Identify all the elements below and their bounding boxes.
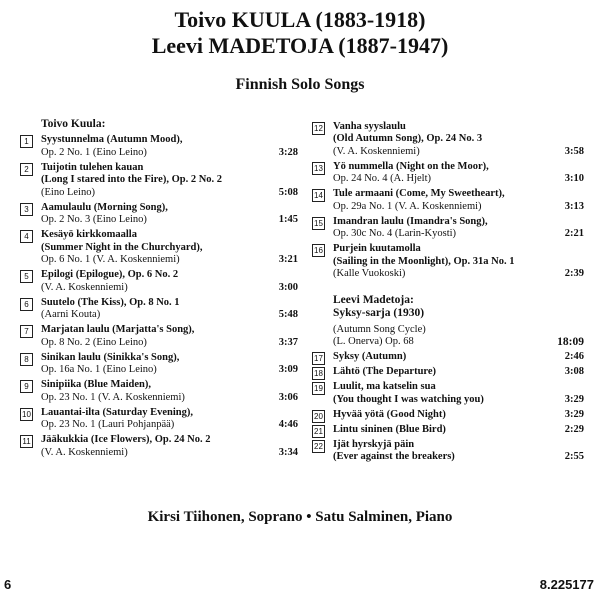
track-duration: 2:21 [564, 228, 584, 239]
track-item [20, 407, 298, 432]
page-number: 6 [4, 577, 12, 592]
track-text-line: Ijät hyrskyjä päin [333, 438, 415, 450]
cycle-duration: 18:09 [557, 336, 584, 348]
track-number: 3 [20, 203, 33, 216]
madetoja-track-list [312, 351, 584, 464]
track-text-line: Kesäyö kirkkomaalla [41, 229, 137, 240]
catalog-number: 8.225177 [539, 577, 594, 592]
track-duration: 2:39 [564, 268, 584, 279]
track-number: 5 [20, 270, 33, 283]
track-text-line: Syystunnelma (Autumn Mood), [41, 134, 183, 145]
track-duration: 1:45 [278, 214, 298, 225]
track-text-line: Marjatan laulu (Marjatta's Song), [41, 324, 195, 335]
track-text-line: Suutelo (The Kiss), Op. 8 No. 1 [41, 296, 180, 308]
track-item [20, 229, 298, 267]
track-text-line: Op. 30c No. 4 (Larin-Kyosti) [333, 228, 457, 239]
track-item [312, 381, 584, 406]
track-text-line: (V. A. Koskenniemi) [41, 446, 128, 458]
track-item [312, 188, 584, 213]
track-text-line: Op. 2 No. 3 (Eino Leino) [41, 214, 147, 225]
performers: Kirsi Tiihonen, Soprano • Satu Salminen, Piano [147, 509, 453, 525]
track-item [312, 439, 584, 464]
track-item [20, 134, 298, 159]
track-number: 17 [312, 352, 325, 365]
madetoja-heading: Leevi Madetoja: [333, 293, 414, 306]
track-number: 14 [312, 189, 325, 202]
track-text-line: Tule armaani (Come, My Sweetheart), [333, 188, 505, 199]
kuula-track-list [20, 134, 298, 459]
track-text-line: (You thought I was watching you) [333, 393, 484, 405]
kuula-track-list-continued [312, 121, 584, 281]
track-text-line: (Eino Leino) [41, 186, 95, 198]
composer-title-madetoja: Leevi MADETOJA (1887-1947) [151, 33, 449, 58]
track-duration: 2:46 [564, 351, 584, 362]
track-text-line: Op. 29a No. 1 (V. A. Koskenniemi) [333, 200, 482, 212]
track-text-line: Lintu sininen (Blue Bird) [333, 423, 446, 435]
track-number: 18 [312, 367, 325, 380]
track-text-line: Op. 8 No. 2 (Eino Leino) [41, 336, 147, 348]
cycle-opus: (L. Onerva) Op. 68 [333, 336, 414, 347]
track-item [20, 202, 298, 227]
track-duration: 3:09 [278, 364, 298, 375]
track-number: 21 [312, 425, 325, 438]
track-item [20, 379, 298, 404]
track-text-line: Lauantai-ilta (Saturday Evening), [41, 406, 193, 418]
tracklist-left-column [20, 118, 298, 459]
track-item [20, 324, 298, 349]
track-text-line: Op. 24 No. 4 (A. Hjelt) [333, 173, 431, 184]
track-item [312, 243, 584, 281]
album-title: Finnish Solo Songs [235, 76, 365, 93]
track-item [312, 216, 584, 241]
track-text-line: (Summer Night in the Churchyard), [41, 241, 203, 253]
track-duration: 3:06 [278, 391, 298, 403]
track-text-line: Sinipiika (Blue Maiden), [41, 379, 151, 390]
track-number: 4 [20, 230, 33, 243]
track-number: 2 [20, 163, 33, 176]
track-text-line: Sinikan laulu (Sinikka's Song), [41, 351, 180, 363]
track-item [20, 162, 298, 200]
track-duration: 3:10 [564, 173, 584, 184]
track-duration: 3:58 [564, 145, 584, 157]
track-number: 10 [20, 408, 33, 421]
track-number: 19 [312, 382, 325, 395]
track-duration: 3:29 [564, 408, 584, 420]
track-duration: 2:29 [564, 423, 584, 435]
track-number: 9 [20, 380, 33, 393]
track-number: 16 [312, 244, 325, 257]
track-item [312, 366, 584, 379]
track-text-line: Op. 23 No. 1 (V. A. Koskenniemi) [41, 391, 185, 403]
track-duration: 2:55 [564, 451, 584, 462]
track-text-line: (Sailing in the Moonlight), Op. 31a No. 1 [333, 255, 515, 267]
track-text-line: Yö nummella (Night on the Moor), [333, 160, 489, 172]
track-item [20, 297, 298, 322]
track-duration: 3:21 [278, 254, 298, 265]
track-text-line: Op. 6 No. 1 (V. A. Koskenniemi) [41, 254, 180, 265]
track-text-line: Purjein kuutamolla [333, 243, 421, 254]
track-duration: 3:34 [278, 446, 298, 458]
kuula-heading: Toivo Kuula: [41, 118, 106, 130]
track-number: 13 [312, 162, 325, 175]
cycle-info [312, 324, 584, 349]
track-duration: 3:28 [278, 146, 298, 158]
track-text-line: (Aarni Kouta) [41, 309, 101, 320]
track-item [20, 434, 298, 459]
track-duration: 4:46 [278, 419, 298, 430]
madetoja-heading-row [312, 294, 584, 320]
track-number: 15 [312, 217, 325, 230]
track-number: 1 [20, 135, 33, 148]
track-item [312, 121, 584, 159]
cycle-title: Syksy-sarja (1930) [333, 306, 425, 319]
track-text-line: (V. A. Koskenniemi) [333, 145, 420, 157]
kuula-heading-row [20, 118, 298, 132]
track-item [20, 269, 298, 294]
track-text-line: Tuijotin tulehen kauan [41, 161, 144, 173]
track-text-line: (V. A. Koskenniemi) [41, 281, 128, 293]
track-item [312, 424, 584, 437]
track-number: 6 [20, 298, 33, 311]
track-duration: 3:13 [564, 200, 584, 212]
track-text-line: Epilogi (Epilogue), Op. 6 No. 2 [41, 269, 179, 280]
tracklist-right-column [312, 118, 584, 464]
cycle-subtitle: (Autumn Song Cycle) [333, 323, 426, 335]
track-text-line: (Kalle Vuokoski) [333, 268, 406, 279]
track-duration: 3:29 [564, 393, 584, 405]
track-duration: 5:48 [278, 309, 298, 320]
track-number: 7 [20, 325, 33, 338]
track-duration: 3:37 [278, 336, 298, 348]
track-text-line: Op. 2 No. 1 (Eino Leino) [41, 146, 147, 158]
track-number: 20 [312, 410, 325, 423]
track-number: 8 [20, 353, 33, 366]
track-text-line: Op. 16a No. 1 (Eino Leino) [41, 364, 157, 375]
track-number: 11 [20, 435, 33, 448]
track-text-line: Syksy (Autumn) [333, 351, 407, 362]
track-text-line: Vanha syyslaulu [333, 120, 406, 132]
track-text-line: Hyvää yötä (Good Night) [333, 408, 446, 420]
composer-title-kuula: Toivo KUULA (1883-1918) [174, 7, 426, 32]
track-text-line: (Ever against the breakers) [333, 451, 455, 462]
track-item [312, 409, 584, 422]
track-number: 22 [312, 440, 325, 453]
track-number: 12 [312, 122, 325, 135]
track-item [312, 161, 584, 186]
track-text-line: (Long I stared into the Fire), Op. 2 No. 2 [41, 174, 223, 185]
track-text-line: Jääkukkia (Ice Flowers), Op. 24 No. 2 [41, 434, 211, 445]
track-duration: 3:00 [278, 281, 298, 293]
track-text-line: Aamulaulu (Morning Song), [41, 201, 168, 213]
track-text-line: Lähtö (The Departure) [333, 366, 437, 377]
track-text-line: Imandran laulu (Imandra's Song), [333, 215, 488, 227]
track-text-line: Luulit, ma katselin sua [333, 381, 436, 392]
track-item [20, 352, 298, 377]
track-duration: 3:08 [564, 366, 584, 377]
track-text-line: Op. 23 No. 1 (Lauri Pohjanpää) [41, 419, 175, 430]
track-item [312, 351, 584, 364]
track-duration: 5:08 [278, 186, 298, 198]
track-text-line: (Old Autumn Song), Op. 24 No. 3 [333, 133, 483, 144]
